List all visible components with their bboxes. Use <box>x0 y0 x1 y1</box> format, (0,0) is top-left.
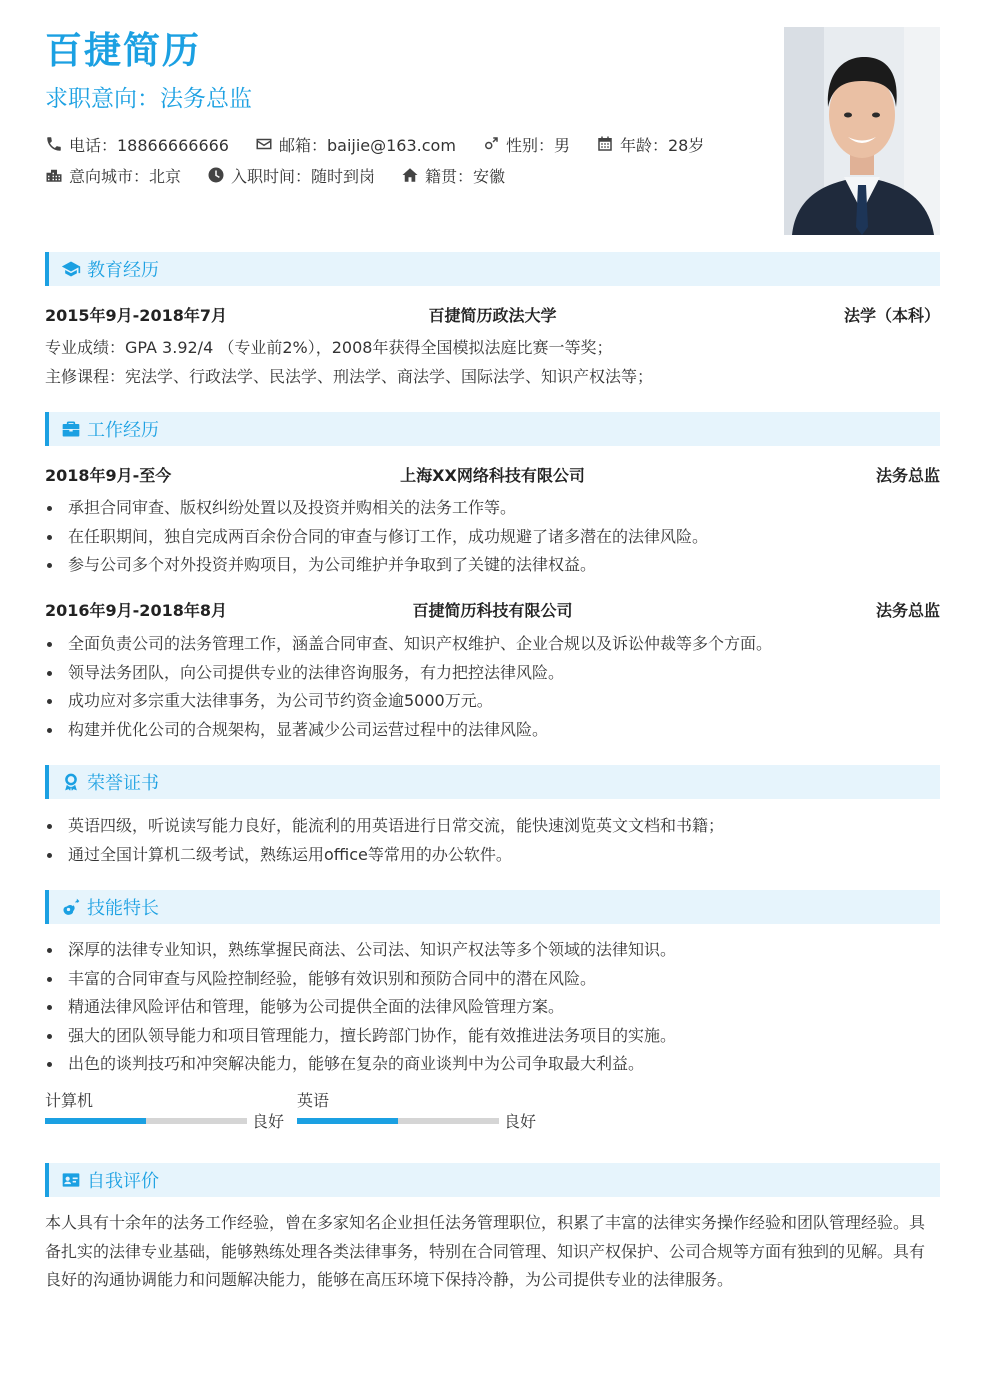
section-honors <box>45 765 940 799</box>
age-item <box>596 133 704 156</box>
list-item: 参与公司多个对外投资并购项目，为公司维护并争取到了关键的法律权益。 <box>45 551 940 580</box>
gender-text: 性别：男 <box>505 135 570 155</box>
job-duties-list <box>45 630 940 744</box>
city-icon <box>45 166 63 184</box>
briefcase-icon <box>61 419 81 439</box>
list-item: 强大的团队领导能力和项目管理能力，擅长跨部门协作，能有效推进法务项目的实施。 <box>45 1022 940 1051</box>
phone-item <box>45 133 229 156</box>
edu-line: 主修课程：宪法学、行政法学、民法学、刑法学、商法学、国际法学、知识产权法等； <box>45 366 654 386</box>
guitar-icon <box>61 897 81 917</box>
skill-level-computer <box>45 1088 285 1131</box>
edu-period: 2015年9月-2018年7月 <box>45 305 227 325</box>
email-text: 邮箱：baijie@163.com <box>278 135 456 155</box>
portrait-image <box>784 27 940 235</box>
hometown-item <box>401 164 505 187</box>
edu-line: 专业成绩：GPA 3.92/4 （专业前2%），2008年获得全国模拟法庭比赛一等奖； <box>45 338 613 357</box>
age-text: 年龄：28岁 <box>619 135 705 155</box>
skill-level-english <box>297 1088 537 1131</box>
list-item: 通过全国计算机二级考试，熟练运用office等常用的办公软件。 <box>45 841 940 870</box>
job-company: 上海XX网络科技有限公司 <box>400 465 585 485</box>
section-education <box>45 252 940 286</box>
skill-bar-fill <box>45 1118 146 1124</box>
clock-icon <box>207 166 225 184</box>
skill-level-text: 良好 <box>504 1112 537 1131</box>
skill-bar-track <box>297 1118 499 1124</box>
email-item <box>255 133 456 156</box>
job-intent: 求职意向：法务总监 <box>45 86 252 112</box>
self-eval-text: 本人具有十余年的法务工作经验，曾在多家知名企业担任法务管理职位，积累了丰富的法律实务操作经验和团队管理经验。具备扎实的法律专业基础，能够熟练处理各类法律事务，特别在合同管理、知识产权保护、公司合规等方面有独到的见解。具有良好的沟通协调能力和问题解决能力，能够在高压环境下保持冷静，为公司提供专业的法律服务。 <box>45 1213 926 1289</box>
resume-name: 百捷简历 <box>45 29 201 72</box>
id-card-icon <box>61 1170 81 1190</box>
contact-row-1 <box>45 133 730 155</box>
skill-level-text: 良好 <box>252 1112 285 1131</box>
education-details <box>45 334 940 391</box>
list-item: 出色的谈判技巧和冲突解决能力，能够在复杂的商业谈判中为公司争取最大利益。 <box>45 1050 940 1079</box>
calendar-icon <box>596 135 614 153</box>
graduation-cap-icon <box>61 259 81 279</box>
profile-photo <box>784 27 940 235</box>
skill-name: 英语 <box>297 1091 330 1110</box>
skill-name: 计算机 <box>45 1091 94 1110</box>
list-item: 构建并优化公司的合规架构，显著减少公司运营过程中的法律风险。 <box>45 716 940 745</box>
section-title: 技能特长 <box>87 898 159 919</box>
job-duties-list <box>45 494 940 580</box>
section-title: 教育经历 <box>87 260 159 281</box>
job-period: 2018年9月-至今 <box>45 465 172 485</box>
section-skills <box>45 890 940 924</box>
job-header-row <box>45 597 940 621</box>
phone-text: 电话：18866666666 <box>69 135 229 155</box>
hometown-text: 籍贯：安徽 <box>425 166 506 186</box>
start-text: 入职时间：随时到岗 <box>231 166 376 186</box>
city-item <box>45 164 181 187</box>
honors-list <box>45 812 940 869</box>
edu-major: 法学（本科） <box>843 305 940 325</box>
job-role: 法务总监 <box>875 600 940 620</box>
job-company: 百捷简历科技有限公司 <box>412 600 573 620</box>
home-icon <box>401 166 419 184</box>
section-self-eval <box>45 1163 940 1197</box>
education-header-row <box>45 302 940 326</box>
list-item: 全面负责公司的法务管理工作，涵盖合同审查、知识产权维护、企业合规以及诉讼仲裁等多个方面。 <box>45 630 940 659</box>
skill-bar-fill <box>297 1118 398 1124</box>
edu-school: 百捷简历政法大学 <box>428 305 557 325</box>
section-title: 自我评价 <box>87 1171 159 1192</box>
gender-icon <box>482 135 500 153</box>
section-title: 工作经历 <box>87 420 159 441</box>
list-item: 在任职期间，独自完成两百余份合同的审查与修订工作，成功规避了诸多潜在的法律风险。 <box>45 523 940 552</box>
list-item: 精通法律风险评估和管理，能够为公司提供全面的法律风险管理方案。 <box>45 993 940 1022</box>
list-item: 成功应对多宗重大法律事务，为公司节约资金逾5000万元。 <box>45 687 940 716</box>
start-item <box>207 164 375 187</box>
section-title: 荣誉证书 <box>87 773 159 794</box>
phone-icon <box>45 135 63 153</box>
job-role: 法务总监 <box>875 465 940 485</box>
skills-list <box>45 936 940 1079</box>
list-item: 丰富的合同审查与风险控制经验，能够有效识别和预防合同中的潜在风险。 <box>45 965 940 994</box>
list-item: 领导法务团队，向公司提供专业的法律咨询服务，有力把控法律风险。 <box>45 659 940 688</box>
section-work <box>45 412 940 446</box>
skill-bar-track <box>45 1118 247 1124</box>
list-item: 英语四级，听说读写能力良好，能流利的用英语进行日常交流，能快速浏览英文文档和书籍； <box>45 812 940 841</box>
city-text: 意向城市：北京 <box>69 166 182 186</box>
list-item: 深厚的法律专业知识，熟练掌握民商法、公司法、知识产权法等多个领域的法律知识。 <box>45 936 940 965</box>
job-header-row <box>45 462 940 486</box>
list-item: 承担合同审查、版权纠纷处置以及投资并购相关的法务工作等。 <box>45 494 940 523</box>
gender-item <box>482 133 570 156</box>
contact-row-2 <box>45 164 531 186</box>
job-period: 2016年9月-2018年8月 <box>45 600 227 620</box>
award-icon <box>61 772 81 792</box>
envelope-icon <box>255 135 273 153</box>
